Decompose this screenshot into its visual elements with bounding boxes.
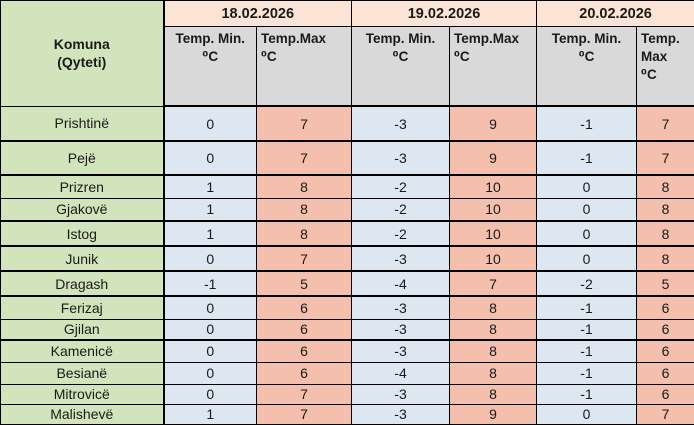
temp-min-cell: -3 xyxy=(352,319,450,340)
temp-max-cell: 8 xyxy=(450,296,537,319)
table-row xyxy=(1,175,694,198)
table-row xyxy=(1,384,694,404)
temp-max-cell: 7 xyxy=(257,384,352,404)
subheader-title: Temp. Min. xyxy=(165,30,257,48)
temp-max-cell: 9 xyxy=(450,141,537,175)
temp-max-cell: 10 xyxy=(450,198,537,221)
temp-max-cell: 7 xyxy=(257,106,352,141)
subheader-title: Temp. Max xyxy=(641,30,694,66)
temp-max-cell: 8 xyxy=(450,340,537,362)
temp-max-cell: 5 xyxy=(637,271,694,296)
temp-min-cell: -3 xyxy=(352,340,450,362)
temp-max-cell: 8 xyxy=(257,175,352,198)
city-cell: Gjilan xyxy=(1,319,164,340)
temp-min-cell: 0 xyxy=(164,384,257,404)
temp-min-cell: -4 xyxy=(352,362,450,384)
temp-max-cell: 6 xyxy=(637,296,694,319)
temp-min-cell: 0 xyxy=(164,340,257,362)
subheader-min-3 xyxy=(537,27,637,107)
temp-min-cell: 0 xyxy=(164,246,257,271)
temp-max-cell: 10 xyxy=(450,246,537,271)
temp-min-cell: -1 xyxy=(537,141,637,175)
city-cell: Junik xyxy=(1,246,164,271)
table-row xyxy=(1,246,694,271)
temp-min-cell: -2 xyxy=(352,198,450,221)
temp-max-cell: 8 xyxy=(637,246,694,271)
temp-min-cell: -1 xyxy=(537,296,637,319)
subheader-unit: ⁰C xyxy=(261,48,351,66)
city-cell: Istog xyxy=(1,221,164,246)
table-row xyxy=(1,319,694,340)
subheader-unit: ⁰C xyxy=(352,48,449,66)
temp-max-cell: 7 xyxy=(637,141,694,175)
date-header-1: 18.02.2026 xyxy=(164,1,352,27)
date-header-row xyxy=(1,1,694,27)
city-cell: Besianë xyxy=(1,362,164,384)
temp-min-cell: -3 xyxy=(352,246,450,271)
temp-min-cell: 0 xyxy=(537,246,637,271)
temp-min-cell: -1 xyxy=(537,340,637,362)
date-header-3: 20.02.2026 xyxy=(537,1,694,27)
temp-min-cell: -3 xyxy=(352,106,450,141)
temp-min-cell: -2 xyxy=(537,271,637,296)
temp-max-cell: 6 xyxy=(257,340,352,362)
temp-min-cell: -1 xyxy=(164,271,257,296)
corner-header-line2: (Qyteti) xyxy=(1,53,163,71)
subheader-unit: ⁰C xyxy=(454,48,536,66)
temp-max-cell: 9 xyxy=(450,106,537,141)
table-row xyxy=(1,141,694,175)
city-cell: Malishevë xyxy=(1,404,164,424)
temp-max-cell: 6 xyxy=(637,384,694,404)
subheader-title: Temp.Max xyxy=(261,30,351,48)
temp-max-cell: 6 xyxy=(637,340,694,362)
table-row xyxy=(1,106,694,141)
table-row xyxy=(1,198,694,221)
table-row xyxy=(1,296,694,319)
corner-header-line1: Komuna xyxy=(1,35,163,53)
subheader-title: Temp. Min. xyxy=(537,30,636,48)
temp-min-cell: 0 xyxy=(164,362,257,384)
temp-min-cell: -1 xyxy=(537,384,637,404)
table-row xyxy=(1,271,694,296)
city-cell: Pejë xyxy=(1,141,164,175)
table-row xyxy=(1,362,694,384)
subheader-max-2 xyxy=(450,27,537,107)
temp-max-cell: 7 xyxy=(637,106,694,141)
temp-min-cell: -3 xyxy=(352,404,450,424)
city-cell: Ferizaj xyxy=(1,296,164,319)
temp-max-cell: 7 xyxy=(257,141,352,175)
temp-min-cell: -1 xyxy=(537,106,637,141)
temp-min-cell: -3 xyxy=(352,296,450,319)
date-header-2: 19.02.2026 xyxy=(352,1,537,27)
subheader-unit: ⁰C xyxy=(641,66,694,84)
subheader-unit: ⁰C xyxy=(165,48,257,66)
temp-max-cell: 8 xyxy=(637,221,694,246)
temp-max-cell: 8 xyxy=(257,221,352,246)
temp-min-cell: 1 xyxy=(164,198,257,221)
corner-header xyxy=(1,1,164,107)
temp-min-cell: 0 xyxy=(537,198,637,221)
temp-min-cell: 0 xyxy=(537,404,637,424)
city-cell: Dragash xyxy=(1,271,164,296)
city-cell: Mitrovicë xyxy=(1,384,164,404)
temp-max-cell: 8 xyxy=(257,198,352,221)
temp-max-cell: 8 xyxy=(450,362,537,384)
subheader-title: Temp. Min. xyxy=(352,30,449,48)
temp-max-cell: 10 xyxy=(450,175,537,198)
temp-max-cell: 6 xyxy=(257,296,352,319)
subheader-min-1 xyxy=(164,27,257,107)
temp-max-cell: 10 xyxy=(450,221,537,246)
temp-max-cell: 8 xyxy=(450,384,537,404)
temp-min-cell: -3 xyxy=(352,141,450,175)
temp-max-cell: 7 xyxy=(257,404,352,424)
subheader-min-2 xyxy=(352,27,450,107)
subheader-max-1 xyxy=(257,27,352,107)
subheader-unit: ⁰C xyxy=(537,48,636,66)
temp-max-cell: 8 xyxy=(637,198,694,221)
city-cell: Prizren xyxy=(1,175,164,198)
temp-max-cell: 7 xyxy=(450,271,537,296)
temp-max-cell: 6 xyxy=(637,362,694,384)
temp-min-cell: 1 xyxy=(164,221,257,246)
temp-max-cell: 6 xyxy=(257,319,352,340)
table-row xyxy=(1,221,694,246)
temp-max-cell: 5 xyxy=(257,271,352,296)
temp-max-cell: 6 xyxy=(637,319,694,340)
city-cell: Kamenicë xyxy=(1,340,164,362)
temp-min-cell: 0 xyxy=(537,221,637,246)
temp-min-cell: 0 xyxy=(164,106,257,141)
temp-min-cell: -1 xyxy=(537,319,637,340)
temp-min-cell: 0 xyxy=(537,175,637,198)
temp-min-cell: 0 xyxy=(164,141,257,175)
temp-max-cell: 9 xyxy=(450,404,537,424)
temp-min-cell: -2 xyxy=(352,175,450,198)
table-row xyxy=(1,404,694,424)
subheader-max-3 xyxy=(637,27,694,107)
temp-min-cell: -2 xyxy=(352,221,450,246)
temp-min-cell: -3 xyxy=(352,384,450,404)
subheader-title: Temp.Max xyxy=(454,30,536,48)
temp-min-cell: 0 xyxy=(164,296,257,319)
temp-min-cell: 1 xyxy=(164,404,257,424)
temp-max-cell: 8 xyxy=(450,319,537,340)
temp-max-cell: 7 xyxy=(257,246,352,271)
temp-max-cell: 7 xyxy=(637,404,694,424)
city-cell: Prishtinë xyxy=(1,106,164,141)
temp-min-cell: 1 xyxy=(164,175,257,198)
temp-min-cell: 0 xyxy=(164,319,257,340)
temp-min-cell: -1 xyxy=(537,362,637,384)
temp-min-cell: -4 xyxy=(352,271,450,296)
temp-max-cell: 8 xyxy=(637,175,694,198)
table-row xyxy=(1,340,694,362)
city-cell: Gjakovë xyxy=(1,198,164,221)
temp-max-cell: 6 xyxy=(257,362,352,384)
